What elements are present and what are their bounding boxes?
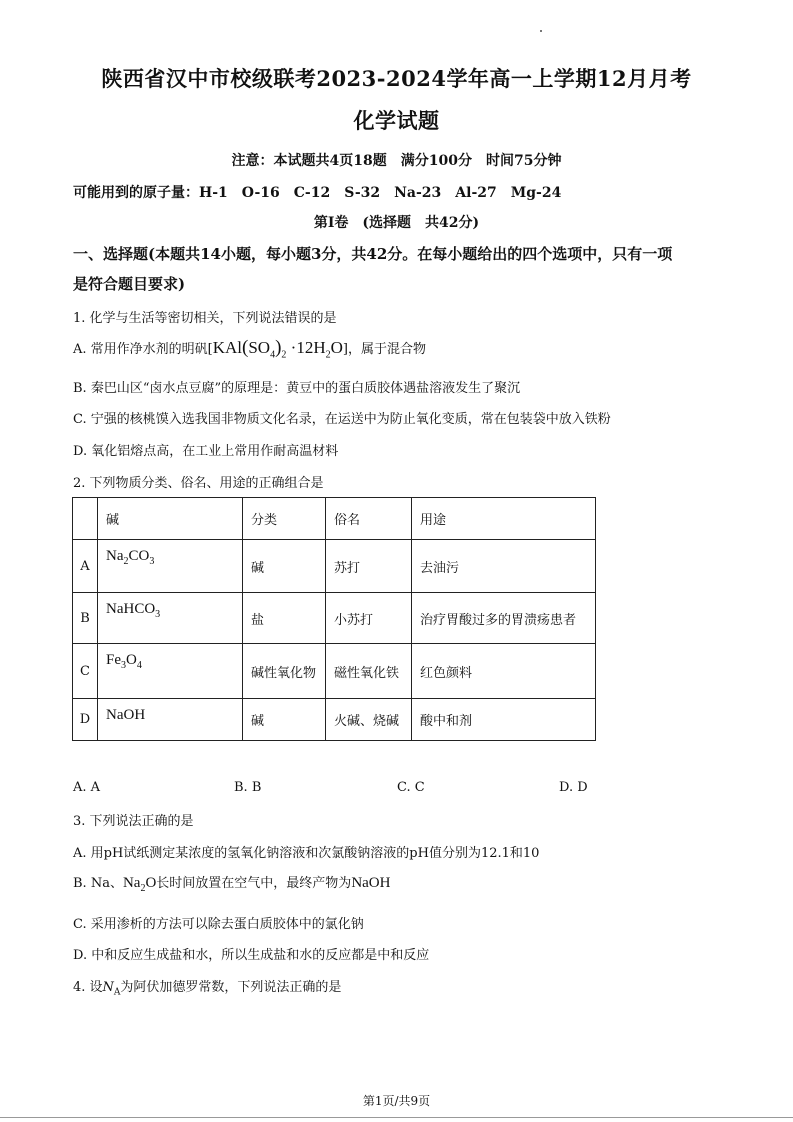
page-number: 第1页/共9页 (362, 1094, 431, 1108)
avogadro-symbol: N (102, 980, 114, 995)
formula-cell (98, 540, 243, 593)
formula-cell (98, 593, 243, 644)
q1-option-c: C. 宁强的核桃馍入选我国非物质文化名录，在运送中为防止氧化变质，常在包装袋中放入铁粉 (73, 412, 611, 427)
q2-stem: 2. 下列物质分类、俗名、用途的正确组合是 (73, 476, 324, 491)
q3-option-b-prefix: B. Na、 (73, 876, 123, 891)
q1-option-b: B. 秦巴山区“卤水点豆腐”的原理是：黄豆中的蛋白质胶体遇盐溶液发生了聚沉 (73, 381, 521, 396)
q3-option-a: A. 用pH试纸测定某浓度的氢氧化钠溶液和次氯酸钠溶液的pH值分别为12.1和10 (73, 846, 540, 861)
q2-option-a: A. A (73, 780, 101, 795)
q3-stem: 3. 下列说法正确的是 (73, 814, 194, 829)
scan-dot (540, 30, 542, 32)
classification-cell: 碱 (243, 540, 326, 593)
document-title: 陕西省汉中市校级联考2023-2024学年高一上学期12月月考 (101, 66, 692, 91)
classification-cell: 碱 (243, 699, 326, 741)
table-header-cell (73, 498, 98, 540)
q3-option-b (73, 872, 390, 894)
q2-option-c: C. C (397, 780, 425, 795)
q3-option-d: D. 中和反应生成盐和水，所以生成盐和水的反应都是中和反应 (73, 948, 430, 963)
nahco3-formula: NaHCO$_3$ (106, 601, 161, 620)
part-title: 第Ⅰ卷 (选择题 共42分) (313, 215, 480, 231)
classification-cell: 碱性氧化物 (243, 644, 326, 699)
q3-option-c: C. 采用渗析的方法可以除去蛋白质胶体中的氯化钠 (73, 917, 364, 932)
table-header-cell: 俗名 (326, 498, 412, 540)
fe3o4-formula: $Fe_3O_4$ (106, 652, 142, 671)
alum-formula: $KAl(SO_4)_2 \cdot 12H_2O$ (212, 337, 343, 361)
table-header-cell: 分类 (243, 498, 326, 540)
row-label: C (73, 644, 98, 699)
atomic-masses: 可能用到的原子量：H-1 O-16 C-12 S-32 Na-23 Al-27 Mg-24 (73, 185, 562, 201)
use-cell: 酸中和剂 (412, 699, 596, 741)
document-subtitle: 化学试题 (353, 108, 440, 133)
na2co3-formula: $Na_2CO_3$ (106, 548, 155, 567)
classification-cell: 盐 (243, 593, 326, 644)
q1-option-d: D. 氧化铝熔点高，在工业上常用作耐高温材料 (73, 444, 339, 459)
formula-cell (98, 699, 243, 741)
q2-table (72, 497, 596, 741)
q3-option-b-mid: 长时间放置在空气中，最终产物为 (156, 876, 352, 891)
naoh-formula: NaOH (106, 707, 146, 723)
row-label: A (73, 540, 98, 593)
q1-option-a-prefix: A. 常用作净水剂的明矾[ (73, 342, 213, 357)
q1-option-a (73, 337, 426, 360)
section-heading-line1: 一、选择题(本题共14小题，每小题3分，共42分。在每小题给出的四个选项中，只有一项 (73, 245, 673, 263)
use-cell: 去油污 (412, 540, 596, 593)
section-heading-line2: 是符合题目要求) (73, 275, 186, 293)
q2-option-b: B. B (234, 780, 262, 795)
avogadro-subscript: A (113, 987, 121, 998)
row-label: D (73, 699, 98, 741)
use-cell: 治疗胃酸过多的胃溃疡患者 (412, 593, 596, 644)
table-row (73, 699, 596, 741)
exam-notice: 注意：本试题共4页18题 满分100分 时间75分钟 (231, 153, 562, 169)
table-row (73, 644, 596, 699)
table-row (73, 540, 596, 593)
q4-stem-prefix: 4. 设 (73, 980, 103, 995)
row-label: B (73, 593, 98, 644)
q1-stem: 1. 化学与生活等密切相关，下列说法错误的是 (73, 311, 337, 326)
table-header-cell: 碱 (98, 498, 243, 540)
q2-option-d: D. D (559, 780, 588, 795)
table-header-cell: 用途 (412, 498, 596, 540)
q4-stem-suffix: 为阿伏加德罗常数，下列说法正确的是 (120, 980, 342, 995)
q4-stem (73, 976, 341, 998)
common-name-cell: 火碱、烧碱 (326, 699, 412, 741)
formula-cell (98, 644, 243, 699)
q1-option-a-suffix: ]，属于混合物 (342, 342, 426, 357)
use-cell: 红色颜料 (412, 644, 596, 699)
common-name-cell: 苏打 (326, 540, 412, 593)
na2o-formula: $Na_2O$ (122, 875, 157, 894)
naoh-product-formula: NaOH (351, 875, 391, 891)
table-header-row (73, 498, 596, 540)
common-name-cell: 磁性氧化铁 (326, 644, 412, 699)
common-name-cell: 小苏打 (326, 593, 412, 644)
table-row (73, 593, 596, 644)
bottom-divider (0, 1117, 793, 1118)
